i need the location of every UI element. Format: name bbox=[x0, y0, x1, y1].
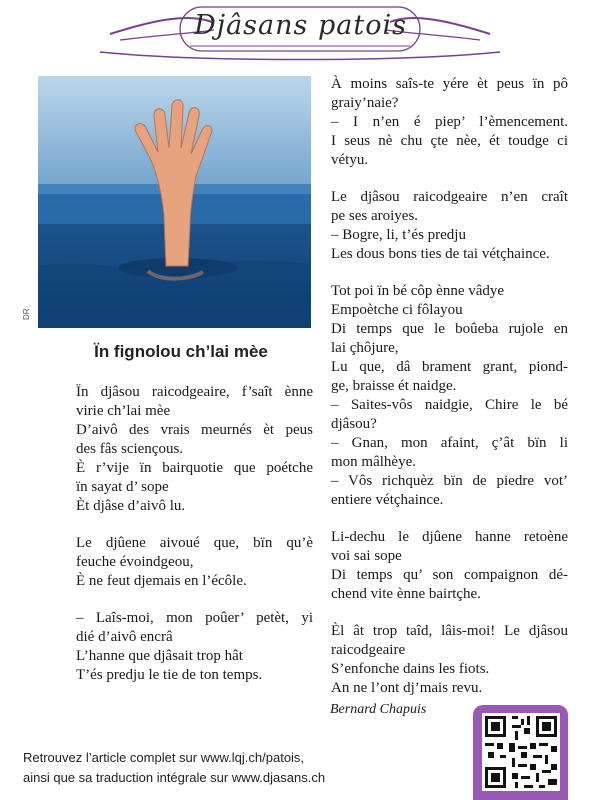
poem-line: Les dous bons ties de tai vétçhaince. bbox=[331, 246, 550, 262]
poem-line: – Vôs richquèz bïn de piedre vot’ bbox=[331, 473, 568, 489]
poem-line: des fâs sciençous. bbox=[76, 441, 184, 457]
poem-line: chend vite ènne bairtçhe. bbox=[331, 586, 481, 602]
poem-line: Le djâsou raicodgeaire n’en craît bbox=[331, 189, 568, 205]
poem-title: Ïn fignolou ch’lai mèe bbox=[94, 342, 268, 361]
poem-line: I seus nè chu çte nèe, ét toudge ci bbox=[331, 133, 568, 149]
poem-line: feuche évoindgeou, bbox=[76, 554, 194, 570]
poem-line: S’enfonche dains les fiots. bbox=[331, 661, 490, 677]
section-title: Djâsans patois bbox=[194, 10, 407, 41]
poem-line: Èt djâse d’aivô lu. bbox=[76, 498, 186, 514]
author-name: Bernard Chapuis bbox=[330, 702, 427, 717]
footer-line-translation: ainsi que sa traduction intégrale sur www.djasans.ch bbox=[23, 770, 326, 785]
poem-line: L’hanne que djâsait trop hât bbox=[76, 648, 243, 664]
poem-line: Ïn djâsou raicodgeaire, f’saît ènne bbox=[76, 384, 313, 400]
poem-line: pe ses aroiyes. bbox=[331, 208, 419, 224]
qr-code-icon[interactable] bbox=[482, 713, 560, 791]
poem-line: An ne l’ont dj’mais revu. bbox=[331, 680, 483, 696]
poem-line: Èl ât trop taîd, lâis-moi! Le djâsou bbox=[331, 623, 568, 639]
poem-column-right bbox=[331, 75, 568, 698]
poem-line: vétyu. bbox=[331, 152, 369, 168]
poem-line: È r’vije ïn bairquotie que poétche bbox=[76, 460, 313, 476]
poem-column-left bbox=[76, 383, 313, 685]
poem-line: À moins saîs-te yére èt peus ïn pô bbox=[331, 76, 568, 92]
poem-line: – Gnan, mon afaint, ç’ât bïn li bbox=[331, 435, 568, 451]
poem-line: ge, braisse ét naidge. bbox=[331, 378, 457, 394]
poem-line: voi sai sope bbox=[331, 548, 402, 564]
poem-line: D’aivô des vrais meurnés èt peus bbox=[76, 422, 313, 438]
poem-line: È ne feut djemais en l’écôle. bbox=[76, 573, 247, 589]
poem-line: – Laîs-moi, mon poûer’ petèt, yi bbox=[76, 610, 313, 626]
poem-line: graiy’naie? bbox=[331, 95, 399, 111]
poem-line: Di temps que le boûeba rujole en bbox=[331, 321, 568, 337]
poem-line: Di temps qu’ son compaignon dé- bbox=[331, 567, 568, 583]
section-header bbox=[0, 0, 601, 66]
poem-line: – Saites-vôs naidgie, Chire le bé bbox=[331, 397, 568, 413]
photo-credit: DR bbox=[22, 308, 31, 320]
footer-line-article: Retrouvez l’article complet sur www.lqj.ch/patois, bbox=[23, 750, 305, 765]
poem-line: entiere vétçhaince. bbox=[331, 492, 444, 508]
poem-line: dié d’aivô encrâ bbox=[76, 629, 173, 645]
poem-line: Le djûene aivoué que, bïn qu’è bbox=[76, 535, 313, 551]
poem-line: lai çhôjure, bbox=[331, 340, 399, 356]
poem-line: Empoètche ci fôlayou bbox=[331, 302, 463, 318]
poem-line: Tot poi ïn bé côp ènne vâdye bbox=[331, 283, 505, 299]
photo-drowning-hand bbox=[38, 76, 311, 328]
poem-line: ïn sayat d’ sope bbox=[76, 479, 169, 495]
footer-note bbox=[23, 748, 325, 788]
poem-line: raicodgeaire bbox=[331, 642, 406, 658]
poem-line: T’és predju le tie de ton temps. bbox=[76, 667, 263, 683]
poem-line: mon mâlhèye. bbox=[331, 454, 416, 470]
poem-line: djâsou? bbox=[331, 416, 377, 432]
poem-line: Li-dechu le djûene hanne retoène bbox=[331, 529, 568, 545]
poem-line: virie ch’lai mèe bbox=[76, 403, 171, 419]
poem-line: – I n’en é piep’ l’èmencement. bbox=[331, 114, 568, 130]
poem-line: – Bogre, li, t’és predju bbox=[331, 227, 466, 243]
poem-line: Lu que, dâ brament grant, piond- bbox=[331, 359, 568, 375]
